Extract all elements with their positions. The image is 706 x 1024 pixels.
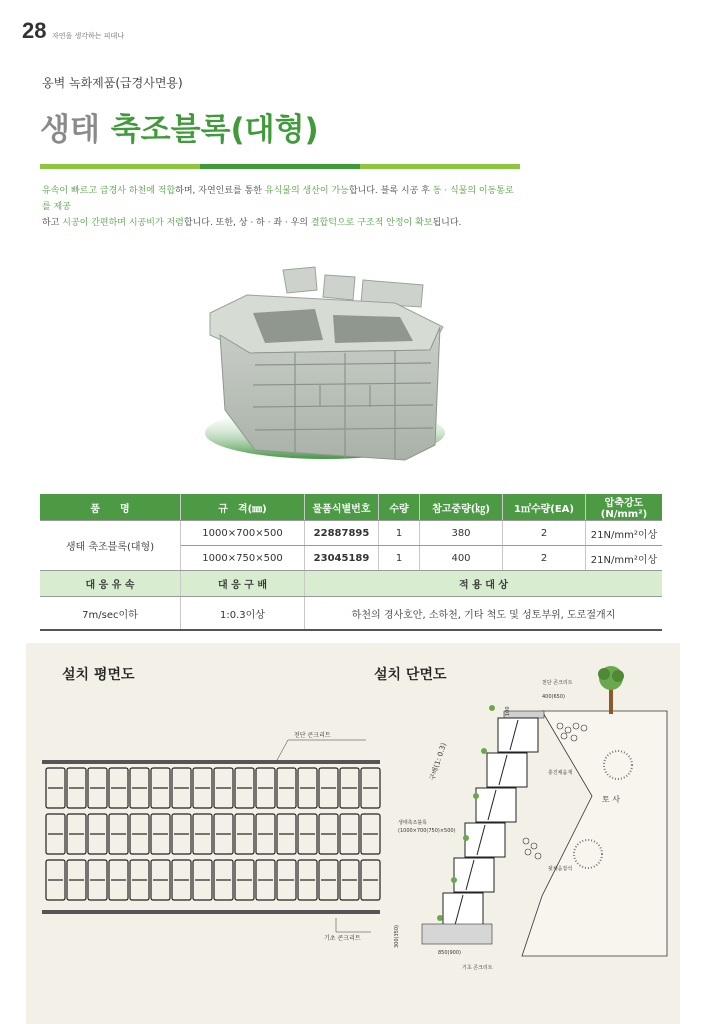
product-name-cell: 생태 축조블록(대형)	[40, 521, 181, 571]
spec-cell: 1000×700×500	[181, 521, 305, 546]
header-per-m2: 1㎡수량(EA)	[503, 494, 586, 521]
section-block	[498, 718, 538, 752]
qty-cell: 1	[379, 546, 420, 571]
description-line-1	[42, 183, 522, 215]
application-cell: 하천의 경사호안, 소하천, 기타 척도 및 성토부위, 도로절개지	[305, 597, 663, 631]
fill-label: 충진채움재	[548, 770, 573, 776]
plan-view-title: 설치 평면도	[62, 667, 135, 683]
header-velocity: 대 응 유 속	[40, 571, 181, 597]
header-weight: 참고중량(㎏)	[420, 494, 503, 521]
slope-label: 구배(1: 0.3)	[428, 741, 449, 782]
section-block	[465, 823, 505, 857]
header-application: 적 용 대 상	[305, 571, 663, 597]
weight-cell: 400	[420, 546, 503, 571]
title-part2: 축조블록(대형)	[110, 112, 319, 148]
header-product: 품 명	[40, 494, 181, 521]
description-text: 됩니다.	[432, 218, 462, 228]
description-text: 시공이 간편하며 시공비가 저렴	[62, 218, 184, 228]
qty-cell: 1	[379, 521, 420, 546]
strength-cell: 21N/mm²이상	[586, 546, 663, 571]
id-cell: 22887895	[305, 521, 379, 546]
description-text: 하며, 자연인료를 통한	[175, 186, 265, 196]
retaining-block-photo	[195, 255, 465, 470]
section-block	[487, 753, 527, 787]
weight-cell: 380	[420, 521, 503, 546]
drain-label: 뒷채움잡석	[548, 866, 573, 872]
description-text: 유속이 빠르고 급경사 하천에 적합	[42, 186, 176, 196]
description-text: 합니다. 또한, 상 · 하 · 좌 · 우의	[183, 218, 311, 228]
section-view-title: 설치 단면도	[374, 667, 447, 683]
velocity-cell: 7m/sec이하	[40, 597, 181, 631]
base-width: 850(900)	[438, 950, 461, 956]
strength-cell: 21N/mm²이상	[586, 521, 663, 546]
page-tag: 자연을 생각하는 피데나	[52, 32, 125, 40]
block-dim: (1000×700(750)×500)	[398, 828, 456, 834]
title-underline	[40, 164, 520, 169]
spec-table	[40, 494, 662, 631]
per-m2-cell: 2	[503, 546, 586, 571]
spec-cell: 1000×750×500	[181, 546, 305, 571]
plan-view-drawing	[36, 722, 386, 942]
page-title	[40, 104, 319, 149]
block-label: 생태축조블록	[398, 820, 427, 826]
description-text: 하고	[42, 218, 63, 228]
crown-dim: 400(650)	[542, 694, 565, 700]
section-view-drawing	[392, 656, 670, 976]
top-dim: 100	[505, 706, 511, 716]
crown-label: 천단 콘크리트	[542, 680, 573, 686]
id-cell: 23045189	[305, 546, 379, 571]
header-strength: 압축강도(N/mm²)	[586, 494, 663, 521]
gradient-cell: 1:0.3이상	[181, 597, 305, 631]
description-text: 합니다. 블록 시공 후	[348, 186, 433, 196]
plan-label-bottom: 기초 콘크리트	[324, 935, 361, 942]
header-qty: 수량	[379, 494, 420, 521]
description-text: 유식물의 생산이 가능	[264, 186, 349, 196]
section-block	[443, 893, 483, 927]
title-part1: 생태	[40, 112, 100, 148]
plan-label-top: 천단 콘크리트	[294, 732, 331, 739]
section-block	[454, 858, 494, 892]
per-m2-cell: 2	[503, 521, 586, 546]
header-spec: 규 격(㎜)	[181, 494, 305, 521]
description-text: 결합턱으로 구조적 안정이 확보	[310, 218, 433, 228]
base-label: 기초 콘크리트	[462, 965, 493, 971]
soil-label: 토 사	[602, 795, 620, 804]
description-line-2	[42, 215, 522, 231]
header-gradient: 대 응 구 배	[181, 571, 305, 597]
page-number: 28	[22, 18, 47, 43]
header-id: 물품식별번호	[305, 494, 379, 521]
section-subtitle: 옹벽 녹화제품(급경사면용)	[42, 76, 183, 90]
base-height: 300(350)	[394, 925, 400, 948]
description	[42, 183, 522, 231]
tree-icon	[598, 666, 624, 714]
section-block	[476, 788, 516, 822]
description-text: 동 · 식물의 이동통로를 제공	[42, 186, 514, 212]
